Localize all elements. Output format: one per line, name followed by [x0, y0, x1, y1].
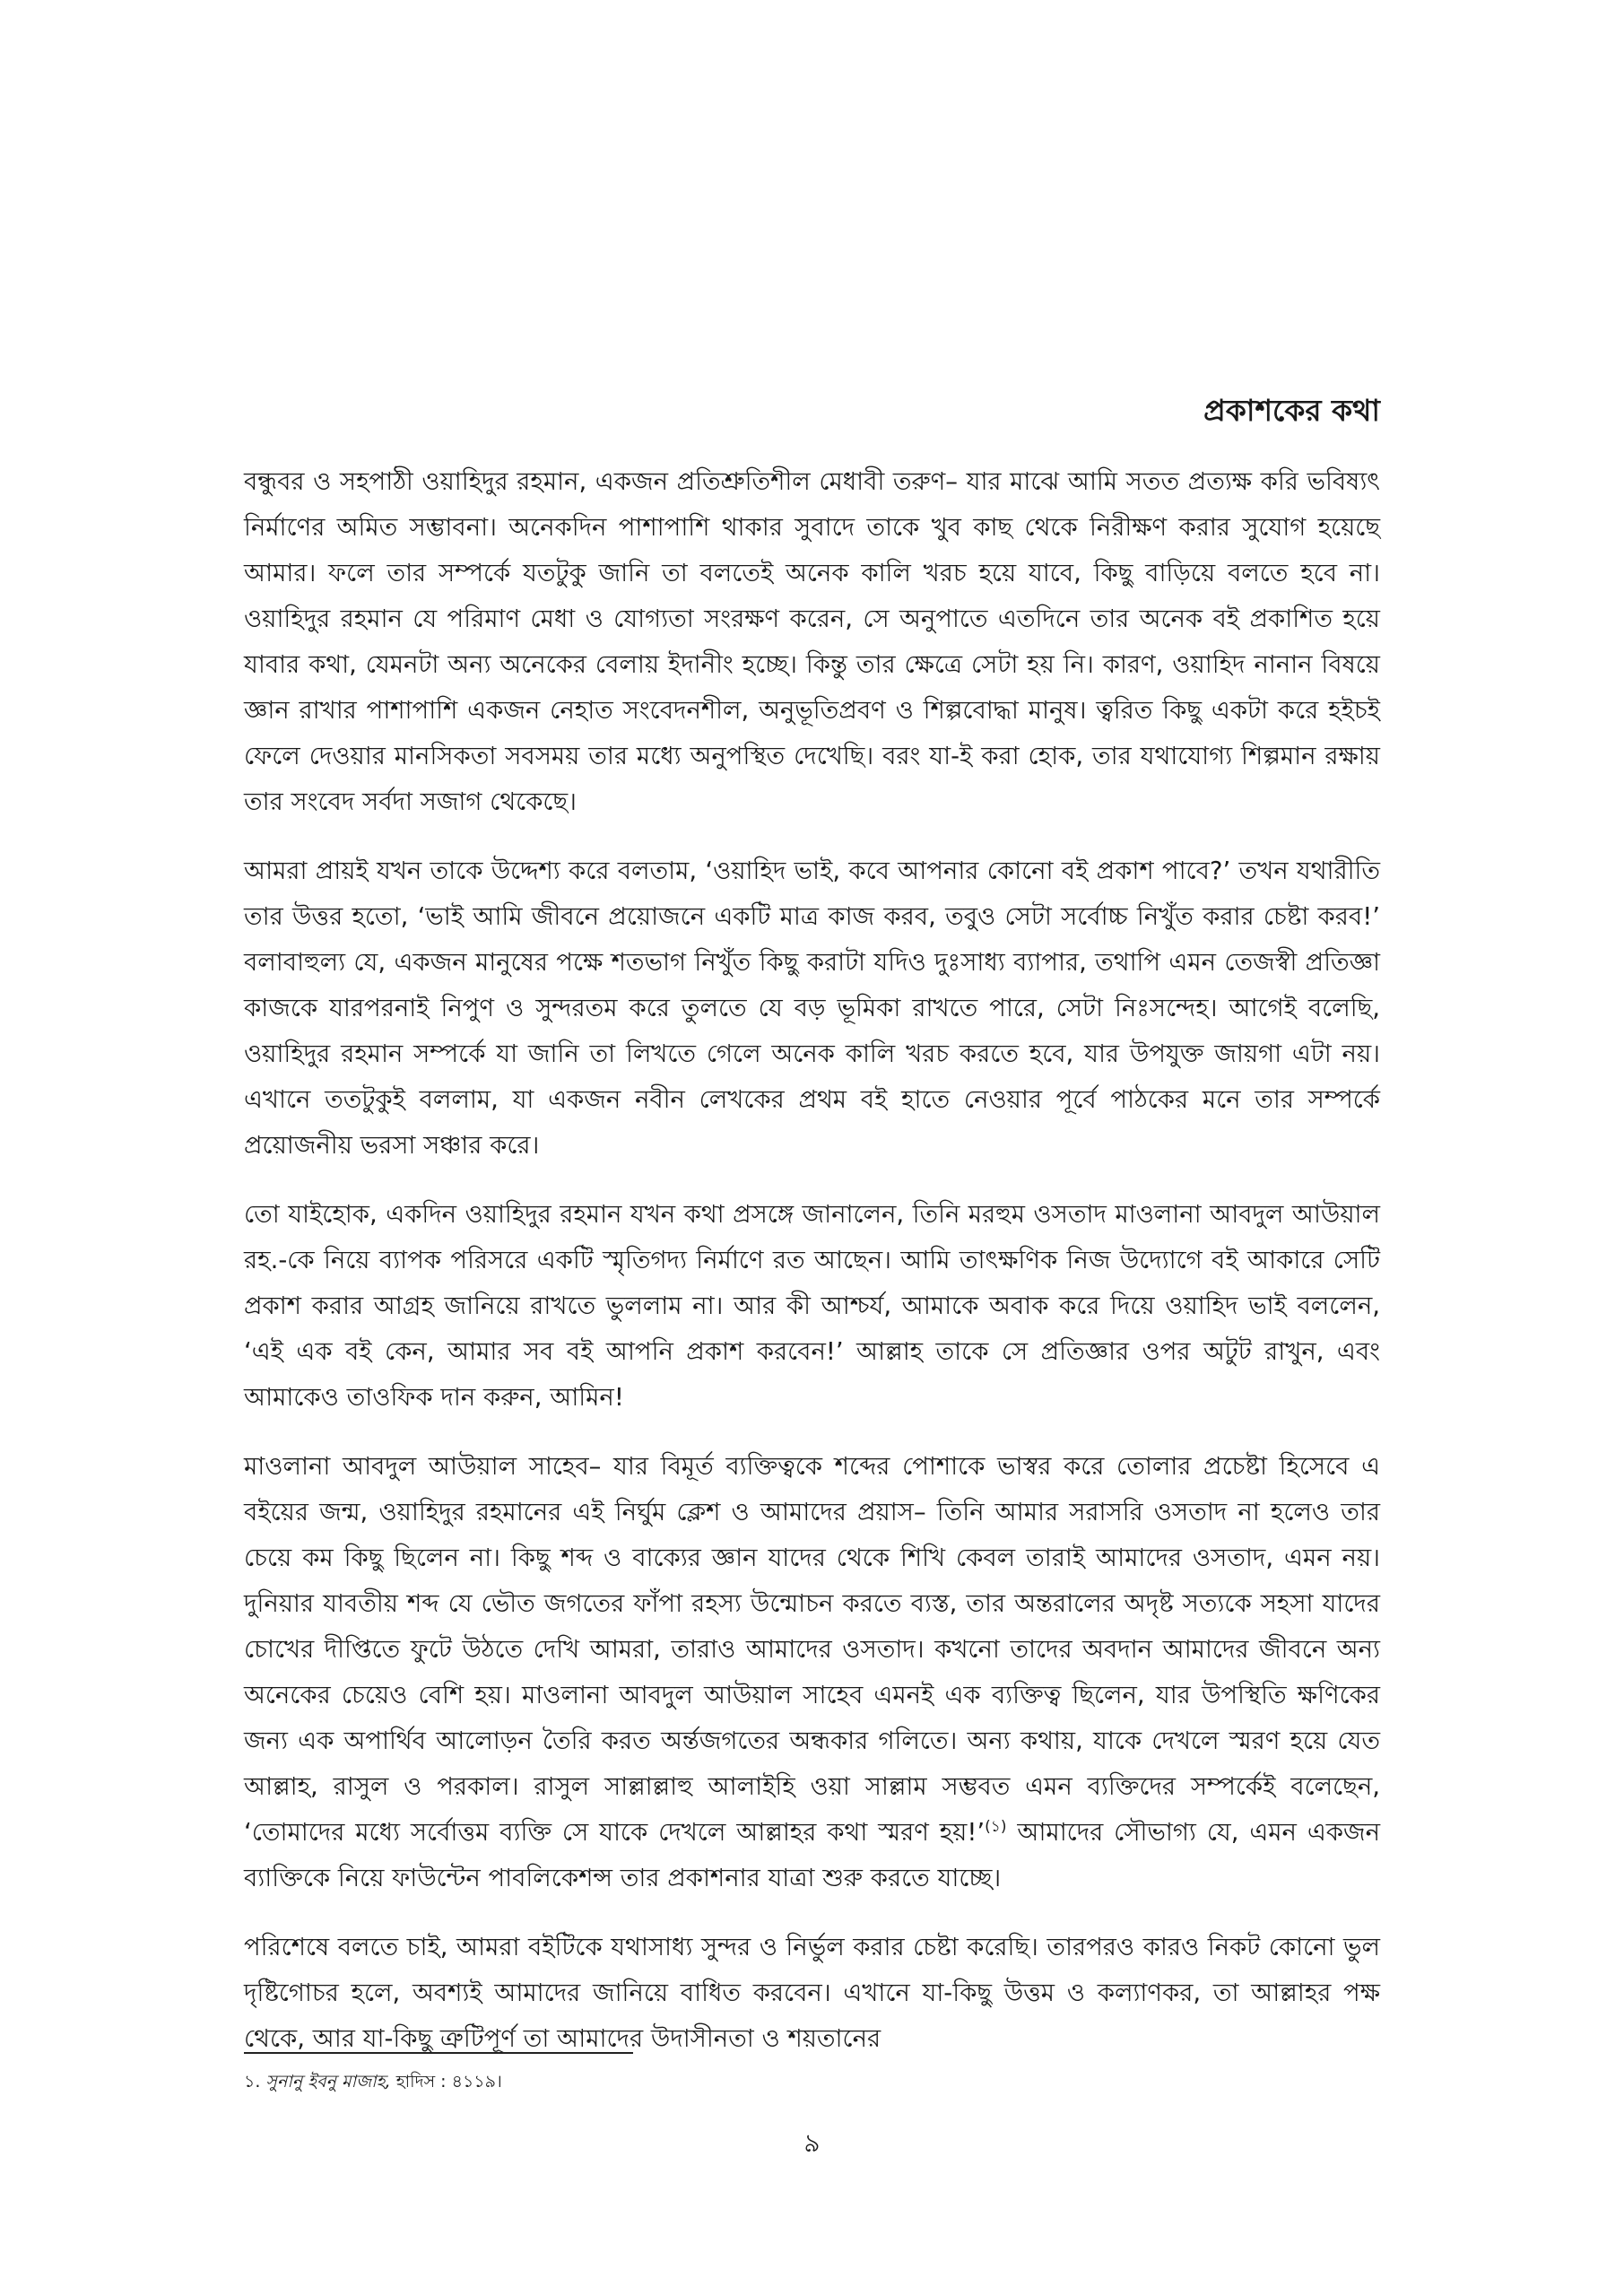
paragraph-4-text: মাওলানা আবদুল আউয়াল সাহেব– যার বিমূর্ত ব্যক্তিত্বকে শব্দের পোশাকে ভাস্বর করে তোলার প্রচেষ্টা হিসেবে এ বইয়ের জন্ম, ওয়াহিদুর রহমানের এই নির্ঘুম ক্লেশ ও আমাদের প্রয়াস– তিনি আমার সরাসরি ওসতাদ না হলেও তার চেয়ে কম কিছু ছিলেন না। কিছু শব্দ ও বাক্যের জ্ঞান যাদের থেকে শিখি কেবল তারাই আমাদের ওসতাদ, এমন নয়। দুনিয়ার যাবতীয় শব্দ যে ভৌত জগতের ফাঁপা রহস্য উন্মোচন করতে ব্যস্ত, তার অন্তরালের অদৃষ্ট সত্যকে সহসা যাদের চোখের দীপ্তিতে ফুটে উঠতে দেখি আমরা, তারাও আমাদের ওসতাদ। কখনো তাদের অবদান আমাদের জীবনে অন্য অনেকের চেয়েও বেশি হয়। মাওলানা আবদুল আউয়াল সাহেব এমনই এক ব্যক্তিত্ব ছিলেন, যার উপস্থিতি ক্ষণিকের জন্য এক অপার্থিব আলোড়ন তৈরি করত অর্ন্তজগতের অন্ধকার গলিতে। অন্য কথায়, যাকে দেখলে স্মরণ হয়ে যেত আল্লাহ, রাসুল ও পরকাল। রাসুল সাল্লাল্লাহু আলাইহি ওয়া সাল্লাম সম্ভবত এমন ব্যক্তিদের সম্পর্কেই বলেছেন, ‘তোমাদের মধ্যে সর্বোত্তম ব্যক্তি সে যাকে দেখলে আল্লাহর কথা স্মরণ হয়!’: [244, 1452, 1380, 1847]
paragraph-1: বন্ধুবর ও সহপাঠী ওয়াহিদুর রহমান, একজন প্রতিশ্রুতিশীল মেধাবী তরুণ– যার মাঝে আমি সতত প্রত্যক্ষ করি ভবিষ্যৎ নির্মাণের অমিত সম্ভাবনা। অনেকদিন পাশাপাশি থাকার সুবাদে তাকে খুব কাছ থেকে নিরীক্ষণ করার সুযোগ হয়েছে আমার। ফলে তার সম্পর্কে যতটুকু জানি তা বলতেই অনেক কালি খরচ হয়ে যাবে, কিছু বাড়িয়ে বলতে হবে না। ওয়াহিদুর রহমান যে পরিমাণ মেধা ও যোগ্যতা সংরক্ষণ করেন, সে অনুপাতে এতদিনে তার অনেক বই প্রকাশিত হয়ে যাবার কথা, যেমনটা অন্য অনেকের বেলায় ইদানীং হচ্ছে। কিন্তু তার ক্ষেত্রে সেটা হয় নি। কারণ, ওয়াহিদ নানান বিষয়ে জ্ঞান রাখার পাশাপাশি একজন নেহাত সংবেদনশীল, অনুভূতিপ্রবণ ও শিল্পবোদ্ধা মানুষ। ত্বরিত কিছু একটা করে হইচই ফেলে দেওয়ার মানসিকতা সবসময় তার মধ্যে অনুপস্থিত দেখেছি। বরং যা-ই করা হোক, তার যথাযোগ্য শিল্পমান রক্ষায় তার সংবেদ সর্বদা সজাগ থেকেছে।: [244, 467, 1380, 816]
paragraph-4: [244, 1444, 1380, 1901]
paragraph-4-continuation: আমাদের সৌভাগ্য যে, এমন একজন ব্যাক্তিকে নিয়ে ফাউন্টেন পাবলিকেশন্স তার প্রকাশনার যাত্রা শুরু করতে যাচ্ছে।: [244, 1818, 1380, 1892]
page-number: ৯: [803, 2128, 821, 2158]
paragraph-3: তো যাইহোক, একদিন ওয়াহিদুর রহমান যখন কথা প্রসঙ্গে জানালেন, তিনি মরহুম ওসতাদ মাওলানা আবদুল আউয়াল রহ.-কে নিয়ে ব্যাপক পরিসরে একটি স্মৃতিগদ্য নির্মাণে রত আছেন। আমি তাৎক্ষণিক নিজ উদ্যোগে বই আকারে সেটি প্রকাশ করার আগ্রহ জানিয়ে রাখতে ভুললাম না। আর কী আশ্চর্য, আমাকে অবাক করে দিয়ে ওয়াহিদ ভাই বললেন, ‘এই এক বই কেন, আমার সব বই আপনি প্রকাশ করবেন!’ আল্লাহ তাকে সে প্রতিজ্ঞার ওপর অটুট রাখুন, এবং আমাকেও তাওফিক দান করুন, আমিন!: [244, 1200, 1380, 1412]
footnote-source: সুনানু ইবনু মাজাহ,: [265, 2072, 391, 2092]
footnote-reference[interactable]: (১): [985, 1817, 1007, 1836]
body-text: [244, 459, 1380, 2085]
paragraph-2: আমরা প্রায়ই যখন তাকে উদ্দেশ্য করে বলতাম, ‘ওয়াহিদ ভাই, কবে আপনার কোনো বই প্রকাশ পাবে?’ তখন যথারীতি তার উত্তর হতো, ‘ভাই আমি জীবনে প্রয়োজনে একটি মাত্র কাজ করব, তবুও সেটা সর্বোচ্চ নিখুঁত করার চেষ্টা করব!’ বলাবাহুল্য যে, একজন মানুষের পক্ষে শতভাগ নিখুঁত কিছু করাটা যদিও দুঃসাধ্য ব্যাপার, তথাপি এমন তেজস্বী প্রতিজ্ঞা কাজকে যারপরনাই নিপুণ ও সুন্দরতম করে তুলতে যে বড় ভূমিকা রাখতে পারে, সেটা নিঃসন্দেহ। আগেই বলেছি, ওয়াহিদুর রহমান সম্পর্কে যা জানি তা লিখতে গেলে অনেক কালি খরচ করতে হবে, যার উপযুক্ত জায়গা এটা নয়। এখানে ততটুকুই বললাম, যা একজন নবীন লেখকের প্রথম বই হাতে নেওয়ার পূর্বে পাঠকের মনে তার সম্পর্কে প্রয়োজনীয় ভরসা সঞ্চার করে।: [244, 857, 1380, 1160]
footnote-number: ১.: [244, 2072, 261, 2092]
paragraph-5: পরিশেষে বলতে চাই, আমরা বইটিকে যথাসাধ্য সুন্দর ও নির্ভুল করার চেষ্টা করেছি। তারপরও কারও নিকট কোনো ভুল দৃষ্টিগোচর হলে, অবশ্যই আমাদের জানিয়ে বাধিত করবেন। এখানে যা-কিছু উত্তম ও কল্যাণকর, তা আল্লাহর পক্ষ থেকে, আর যা-কিছু ত্রুটিপূর্ণ তা আমাদের উদাসীনতা ও শয়তানের: [244, 1933, 1380, 2053]
section-heading: প্রকাশকের কথা: [1203, 393, 1380, 428]
footnote-detail: হাদিস : ৪১১৯।: [395, 2072, 502, 2092]
footnote-divider: [244, 2052, 633, 2054]
footnote: [244, 2070, 502, 2093]
